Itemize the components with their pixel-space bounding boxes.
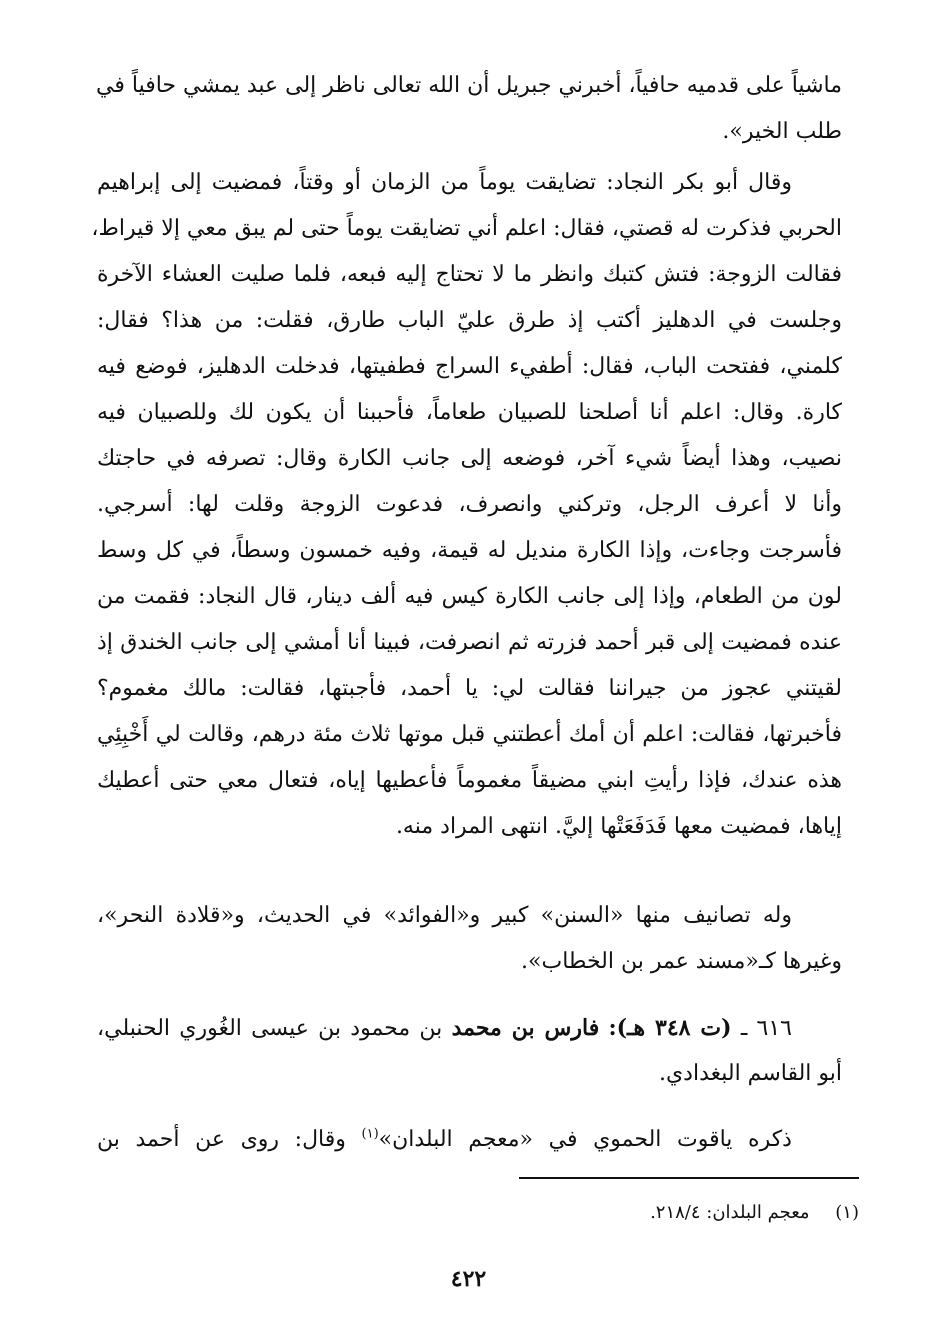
text-line: عنده فمضيت إلى قبر أحمد فزرته ثم انصرفت، فبينا أنا أمشي إلى جانب الخندق إذ	[97, 630, 842, 655]
text-line: وله تصانيف منها «السنن» كبير و«الفوائد» في الحديث، و«قلادة النحر»،	[97, 903, 792, 928]
paragraph-5	[97, 1117, 842, 1163]
text-line: الحربي فذكرت له قصتي، فقال: اعلم أني تضايقت يوماً حتى لم يبق معي إلا قيراط،	[91, 216, 842, 241]
text-line: فأسرجت وجاءت، وإذا الكارة منديل له قيمة، وفيه خمسون وسطاً، في كل وسط	[97, 538, 842, 563]
footnote-number: (١)	[835, 1202, 859, 1223]
text-line: أبو القاسم البغدادي.	[658, 1061, 842, 1086]
page-number: ٤٢٢	[450, 1266, 487, 1292]
text-line: وغيرها كـ«مسند عمر بن الخطاب».	[521, 949, 842, 974]
footnote-reference[interactable]: (١)	[361, 1126, 379, 1142]
text-line: لقيتني عجوز من جيراننا فقالت لي: يا أحمد، فأجبتها، فقالت: مالك مغموم؟	[97, 676, 842, 701]
text-line: طلب الخير».	[722, 119, 842, 144]
paragraph-3	[97, 893, 842, 985]
footnote-divider	[519, 1177, 859, 1179]
text-before-ref: ذكره ياقوت الحموي في «معجم البلدان»	[378, 1127, 792, 1152]
text-line: لون من الطعام، وإذا إلى جانب الكارة كيس فيه ألف دينار، قال النجاد: فقمت من	[97, 584, 842, 609]
text-line: فأخبرتها، فقالت: اعلم أن أمك أعطتني قبل موتها ثلاث مئة درهم، وقالت لي أَخْبِئِي	[97, 722, 842, 747]
text-line	[97, 1117, 842, 1163]
text-line: وجلست في الدهليز أكتب إذ طرق عليّ الباب طارق، فقلت: من هذا؟ فقال:	[97, 308, 842, 333]
footnote-text: معجم البلدان: ٢١٨/٤.	[650, 1202, 810, 1223]
entry-heading-line	[97, 1005, 842, 1051]
footnote	[650, 1198, 859, 1228]
text-line: وأنا لا أعرف الرجل، وتركني وانصرف، فدعوت الزوجة وقلت لها: أسرجي.	[97, 492, 842, 517]
text-line: وقال أبو بكر النجاد: تضايقت يوماً من الزمان أو وقتاً، فمضيت إلى إبراهيم	[97, 170, 792, 195]
biography-entry	[97, 1005, 842, 1097]
text-line: فقالت الزوجة: فتش كتبك وانظر ما لا تحتاج إليه فبعه، فلما صليت العشاء الآخرة	[97, 262, 842, 287]
entry-name-bold: فارس بن محمد	[451, 1015, 600, 1041]
entry-date: (ت ٣٤٨ هـ):	[608, 1015, 732, 1041]
text-line: نصيب، وهذا أيضاً شيء آخر، فوضعه إلى جانب الكارة وقال: تصرفه في حاجتك	[97, 446, 842, 471]
paragraph-2	[91, 160, 842, 850]
text-line: كلمني، ففتحت الباب، فقال: أطفيء السراج فطفيتها، فدخلت الدهليز، فوضع فيه	[97, 354, 842, 379]
entry-number: ٦١٦	[756, 1016, 792, 1041]
entry-dash: ـ	[731, 1016, 748, 1041]
entry-name-rest: بن محمود بن عيسى الغُوري الحنبلي،	[97, 1016, 443, 1041]
text-line: ماشياً على قدميه حافياً، أخبرني جبريل أن الله تعالى ناظر إلى عبد يمشي حافياً في	[96, 73, 842, 98]
text-line: هذه عندك، فإذا رأيتِ ابني مضيقاً مغموماً فأعطيها إياه، فتعال معي حتى أعطيك	[97, 768, 842, 793]
text-line: إياها، فمضيت معها فَدَفَعَتْها إليَّ. انتهى المراد منه.	[395, 814, 842, 839]
text-after-ref: وقال: روى عن أحمد بن	[97, 1127, 362, 1152]
text-line: كارة. وقال: اعلم أنا أصلحنا للصبيان طعاماً، فأحببنا أن يكون لك وللصبيان فيه	[97, 400, 842, 425]
paragraph-1	[97, 63, 842, 155]
